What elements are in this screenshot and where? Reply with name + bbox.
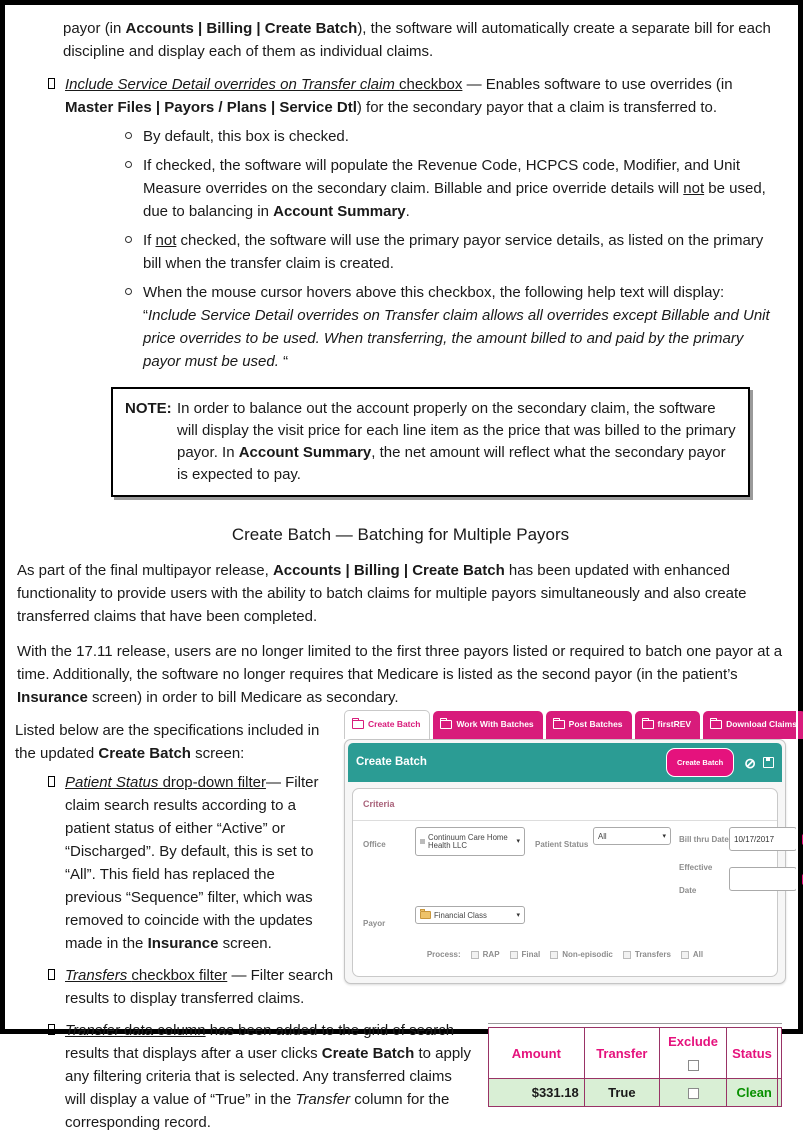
list-item xyxy=(123,281,776,373)
bill-thru-date-value: 10/17/2017 xyxy=(734,834,775,844)
table-header-row xyxy=(489,1028,782,1079)
status-cell: Clean xyxy=(727,1079,778,1107)
list-item xyxy=(47,73,782,119)
bullet-include-service-detail: Include Service Detail overrides on Transfer claim checkbox — Enables software to use overrides (in Master Files | Payors / Plans | Service Dtl) for the secondary payor that a claim is transferred to. xyxy=(65,76,733,116)
square-bullet-icon xyxy=(48,1024,55,1035)
save-icon[interactable] xyxy=(763,757,774,768)
amount-cell: $331.18 xyxy=(489,1079,585,1107)
tab-bar xyxy=(344,719,797,739)
tab-label: Create Batch xyxy=(368,719,421,729)
chevron-down-icon: ▾ xyxy=(516,911,520,919)
bullet-transfers-filter: Transfers checkbox filter — Filter search results to display transferred claims. xyxy=(65,967,334,1007)
list-item xyxy=(47,771,782,955)
tab-label: firstREV xyxy=(657,719,692,729)
note-label: NOTE: xyxy=(125,400,172,417)
folder-icon xyxy=(710,720,722,729)
results-table xyxy=(488,1027,782,1107)
process-option-all[interactable]: All xyxy=(681,943,703,966)
list-item xyxy=(47,964,782,1010)
bullet-patient-status: Patient Status drop-down filter— Filter claim search results according to a patient status of either “Active” or “Discharged”. By default, this is set to “All”. This field has replaced the previous “Sequence” filter, which was removed to coincide with the updates made in the Insurance screen. xyxy=(65,774,319,952)
sub-bullet-if-checked: If checked, the software will populate the Revenue Code, HCPCS code, Modifier, and Unit Measure overrides on the secondary claim. Billable and price override details will not be used, due to balancing in Account Summary. xyxy=(143,157,766,220)
specs-section xyxy=(15,719,797,1134)
square-bullet-icon xyxy=(48,969,55,980)
tab-firstrev[interactable] xyxy=(635,711,701,739)
bill-thru-date-label: Bill thru Date xyxy=(679,834,729,844)
tab-download-claims[interactable] xyxy=(703,711,803,739)
office-label: Office xyxy=(363,840,386,849)
cancel-icon[interactable]: ⊘ xyxy=(744,754,756,771)
table-edge-sliver xyxy=(777,1028,781,1079)
exclude-checkbox[interactable] xyxy=(688,1088,699,1099)
patient-status-value: All xyxy=(598,831,607,841)
tab-work-with-batches[interactable] xyxy=(433,711,542,739)
section-heading: Create Batch — Batching for Multiple Payors xyxy=(231,525,570,544)
list-item xyxy=(123,154,776,223)
criteria-legend: Criteria xyxy=(353,789,777,821)
list-item xyxy=(47,1019,782,1134)
exclude-cell xyxy=(659,1079,726,1107)
process-label: Process: xyxy=(426,950,461,959)
transfer-cell: True xyxy=(584,1079,659,1107)
list-item xyxy=(123,229,776,275)
process-option-transfers[interactable]: Transfers xyxy=(623,943,671,966)
chevron-down-icon: ▾ xyxy=(662,832,666,840)
process-option-rap[interactable]: RAP xyxy=(471,943,500,966)
page-inner-border xyxy=(4,4,799,1131)
table-edge-sliver xyxy=(777,1079,781,1107)
paragraph-1711-release: With the 17.11 release, users are no longer limited to the first three payors listed or required to batch one payor at a time. Additionally, the software no longer requires that Medicare is listed as the second payor (in the patient’s Insurance screen) in order to bill Medicare as secondary. xyxy=(17,643,783,706)
process-option-final[interactable]: Final xyxy=(510,943,541,966)
payor-label: Payor xyxy=(363,919,386,928)
tab-create-batch[interactable] xyxy=(344,710,430,739)
square-bullet-icon xyxy=(48,78,55,89)
folder-icon xyxy=(440,720,452,729)
paragraph-listed-below: Listed below are the specifications included in the updated Create Batch screen: xyxy=(15,722,320,762)
document-content xyxy=(15,17,797,1134)
circle-bullet-icon xyxy=(125,236,132,243)
tab-label: Work With Batches xyxy=(456,719,534,729)
tab-label: Download Claims xyxy=(726,719,797,729)
process-option-non-episodic[interactable]: Non-episodic xyxy=(550,943,613,966)
square-bullet-icon xyxy=(48,776,55,787)
circle-bullet-icon xyxy=(125,132,132,139)
tab-post-batches[interactable] xyxy=(546,711,632,739)
office-value: Continuum Care Home Health LLC xyxy=(428,832,508,850)
chevron-down-icon: ▾ xyxy=(516,838,520,845)
tab-label: Post Batches xyxy=(568,719,623,729)
bullet-transfer-data-column: Transfer data column has been added to the grid of search results that displays after a user clicks Create Batch to apply any filtering criteria that is selected. Any transferred claims will display a value of “True” in the Transfer column for the corresponding record. xyxy=(65,1022,472,1131)
circle-bullet-icon xyxy=(125,161,132,168)
folder-icon xyxy=(642,720,654,729)
create-batch-button[interactable]: Create Batch xyxy=(666,748,734,777)
continuation-paragraph: payor (in Accounts | Billing | Create Batch), the software will automatically create a separate bill for each discipline and display each of them as individual claims. xyxy=(63,20,771,60)
circle-bullet-icon xyxy=(125,288,132,295)
effective-date-label: Effective Date xyxy=(679,863,713,895)
list-item xyxy=(123,125,776,148)
payor-value: Financial Class xyxy=(434,910,487,920)
paragraph-as-part: As part of the final multipayor release, Accounts | Billing | Create Batch has been updated with enhanced functionality to provide users with the ability to batch claims for multiple payors simultaneously and also create transferred claims that have been completed. xyxy=(17,562,747,625)
results-grid-screenshot xyxy=(488,1023,782,1107)
sub-bullet-hover-help: When the mouse cursor hovers above this checkbox, the following help text will display: “Include Service Detail overrides on Transfer claim allows all overrides except Billable and Unit price overrides to be used. When transferring, the amount billed to and paid by the primary payor must be used. “ xyxy=(143,284,770,370)
folder-icon xyxy=(553,720,565,729)
sub-bullet-if-not-checked: If not checked, the software will use the primary payor service details, as listed on the primary bill when the transfer claim is created. xyxy=(143,232,764,272)
note-body: In order to balance out the account properly on the secondary claim, the software will display the visit price for each line item as the price that was billed to the primary payor. In Account Summary, the net amount will reflect what the secondary payor is expected to pay. xyxy=(177,400,736,483)
exclude-header: Exclude xyxy=(659,1028,726,1079)
status-header: Status xyxy=(727,1028,778,1079)
table-row xyxy=(489,1079,782,1107)
folder-icon xyxy=(352,720,364,729)
amount-header: Amount xyxy=(489,1028,585,1079)
panel-title: Create Batch xyxy=(356,756,427,768)
note-box xyxy=(111,387,750,497)
transfer-header: Transfer xyxy=(584,1028,659,1079)
exclude-all-checkbox[interactable] xyxy=(688,1060,699,1071)
patient-status-label: Patient Status xyxy=(535,840,589,849)
sub-bullet-default-checked: By default, this box is checked. xyxy=(143,128,349,145)
